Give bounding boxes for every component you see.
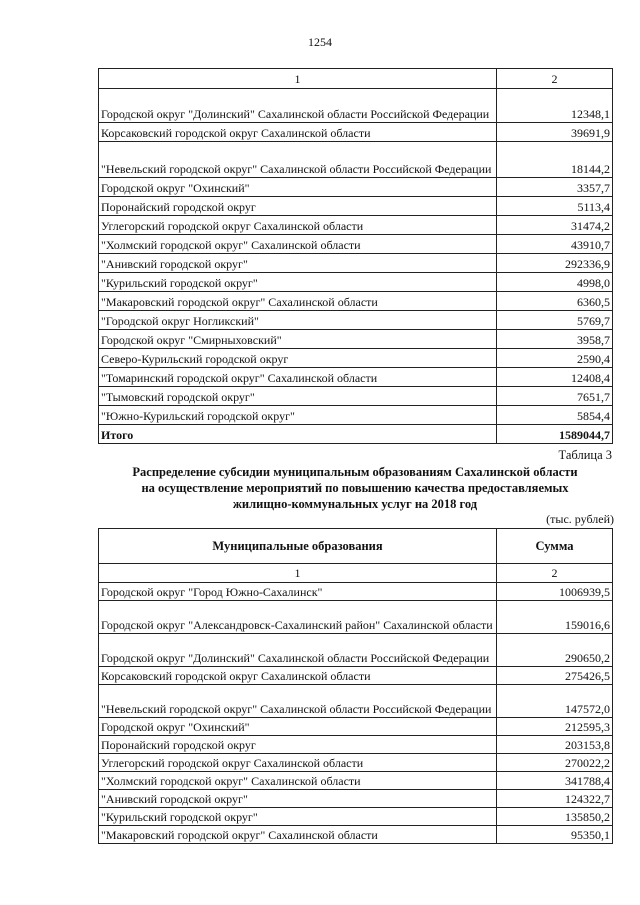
- municipality-name: "Курильский городской округ": [99, 273, 497, 292]
- table-3-row: [99, 790, 613, 808]
- municipality-name: "Южно-Курильский городской округ": [99, 406, 497, 425]
- table-3-row: [99, 685, 613, 718]
- amount-value: 270022,2: [497, 754, 613, 772]
- municipality-name: Городской округ "Долинский" Сахалинской области Российской Федерации: [99, 89, 497, 123]
- table-3-row: [99, 718, 613, 736]
- table-3-row: [99, 736, 613, 754]
- table-1-row: [99, 178, 613, 197]
- table-1-row: [99, 123, 613, 142]
- table-1-row: [99, 330, 613, 349]
- amount-value: 124322,7: [497, 790, 613, 808]
- table-3-body: [99, 529, 613, 844]
- municipality-name: "Холмский городской округ" Сахалинской области: [99, 772, 497, 790]
- municipality-name: Городской округ "Александровск-Сахалинский район" Сахалинской области: [99, 601, 497, 634]
- table-1-header-row: [99, 69, 613, 89]
- municipality-name: "Невельский городской округ" Сахалинской области Российской Федерации: [99, 142, 497, 178]
- table-3: [98, 528, 613, 844]
- municipality-name: "Макаровский городской округ" Сахалинской области: [99, 292, 497, 311]
- table-1-row: [99, 406, 613, 425]
- municipality-name: Городской округ "Охинский": [99, 718, 497, 736]
- page-number: 1254: [308, 35, 332, 49]
- amount-value: 290650,2: [497, 634, 613, 667]
- municipality-name: "Курильский городской округ": [99, 808, 497, 826]
- amount-value: 95350,1: [497, 826, 613, 844]
- table-1-row: [99, 216, 613, 235]
- table-1-row: [99, 387, 613, 406]
- amount-value: 147572,0: [497, 685, 613, 718]
- amount-value: 212595,3: [497, 718, 613, 736]
- table-1-row: [99, 197, 613, 216]
- table-3-title-line: жилищно-коммунальных услуг на 2018 год: [232, 497, 478, 511]
- municipality-name: Корсаковский городской округ Сахалинской области: [99, 123, 497, 142]
- table-1-row: [99, 368, 613, 387]
- amount-value: 2590,4: [497, 349, 613, 368]
- table-1-row: [99, 235, 613, 254]
- amount-value: 341788,4: [497, 772, 613, 790]
- municipality-name: Городской округ "Охинский": [99, 178, 497, 197]
- table-1-row: [99, 292, 613, 311]
- municipality-name: Углегорский городской округ Сахалинской области: [99, 754, 497, 772]
- table-1-row: [99, 349, 613, 368]
- amount-value: 5854,4: [497, 406, 613, 425]
- municipality-name: Поронайский городской округ: [99, 197, 497, 216]
- column-number-2: 2: [497, 564, 613, 583]
- table-1-row: [99, 142, 613, 178]
- amount-value: 135850,2: [497, 808, 613, 826]
- amount-value: 159016,6: [497, 601, 613, 634]
- amount-value: 39691,9: [497, 123, 613, 142]
- municipality-name: "Городской округ Ногликский": [99, 311, 497, 330]
- amount-value: 12408,4: [497, 368, 613, 387]
- table-3-title-line: на осуществление мероприятий по повышению качества предоставляемых: [141, 481, 569, 495]
- column-number-2: 2: [497, 69, 613, 89]
- table-3-title: [98, 464, 612, 512]
- amount-value: 31474,2: [497, 216, 613, 235]
- municipality-name: Городской округ "Смирныховский": [99, 330, 497, 349]
- amount-value: 5769,7: [497, 311, 613, 330]
- municipality-name: Углегорский городской округ Сахалинской области: [99, 216, 497, 235]
- table-1-row: [99, 311, 613, 330]
- table-3-row: [99, 634, 613, 667]
- table-3-title-line: Распределение субсидии муниципальным образованиям Сахалинской области: [132, 465, 578, 479]
- table-3-row: [99, 754, 613, 772]
- municipality-name: "Томаринский городской округ" Сахалинской области: [99, 368, 497, 387]
- table-1-row: [99, 89, 613, 123]
- table-3-row: [99, 826, 613, 844]
- amount-value: 7651,7: [497, 387, 613, 406]
- municipality-name: "Макаровский городской округ" Сахалинской области: [99, 826, 497, 844]
- table-1-total-row: [99, 425, 613, 444]
- amount-value: 292336,9: [497, 254, 613, 273]
- amount-value: 43910,7: [497, 235, 613, 254]
- table-1-row: [99, 254, 613, 273]
- table-3-row: [99, 808, 613, 826]
- table-3-column-header-row: [99, 529, 613, 564]
- table-1-row: [99, 273, 613, 292]
- municipality-name: Городской округ "Долинский" Сахалинской области Российской Федерации: [99, 634, 497, 667]
- amount-value: 6360,5: [497, 292, 613, 311]
- amount-value: 3357,7: [497, 178, 613, 197]
- table-1-continuation: [98, 68, 613, 444]
- municipality-name: "Холмский городской округ" Сахалинской области: [99, 235, 497, 254]
- municipality-name: Поронайский городской округ: [99, 736, 497, 754]
- column-number-1: 1: [99, 564, 497, 583]
- column-header-amount: Сумма: [497, 529, 613, 564]
- table-3-number-row: [99, 564, 613, 583]
- amount-value: 5113,4: [497, 197, 613, 216]
- municipality-name: "Тымовский городской округ": [99, 387, 497, 406]
- amount-value: 275426,5: [497, 667, 613, 685]
- municipality-name: "Невельский городской округ" Сахалинской области Российской Федерации: [99, 685, 497, 718]
- municipality-name: "Анивский городской округ": [99, 790, 497, 808]
- amount-value: 1006939,5: [497, 583, 613, 601]
- amount-value: 18144,2: [497, 142, 613, 178]
- amount-value: 12348,1: [497, 89, 613, 123]
- table-1-body: [99, 69, 613, 444]
- table-3-row: [99, 601, 613, 634]
- amount-value: 203153,8: [497, 736, 613, 754]
- amount-value: 4998,0: [497, 273, 613, 292]
- column-header-municipalities: Муниципальные образования: [99, 529, 497, 564]
- table-3-row: [99, 772, 613, 790]
- column-number-1: 1: [99, 69, 497, 89]
- amount-value: 3958,7: [497, 330, 613, 349]
- table-3-caption: Таблица 3: [558, 448, 612, 462]
- municipality-name: "Анивский городской округ": [99, 254, 497, 273]
- unit-note: (тыс. рублей): [546, 512, 614, 526]
- total-value: 1589044,7: [497, 425, 613, 444]
- municipality-name: Городской округ "Город Южно-Сахалинск": [99, 583, 497, 601]
- total-label: Итого: [99, 425, 497, 444]
- municipality-name: Корсаковский городской округ Сахалинской области: [99, 667, 497, 685]
- municipality-name: Северо-Курильский городской округ: [99, 349, 497, 368]
- table-3-row: [99, 667, 613, 685]
- table-3-row: [99, 583, 613, 601]
